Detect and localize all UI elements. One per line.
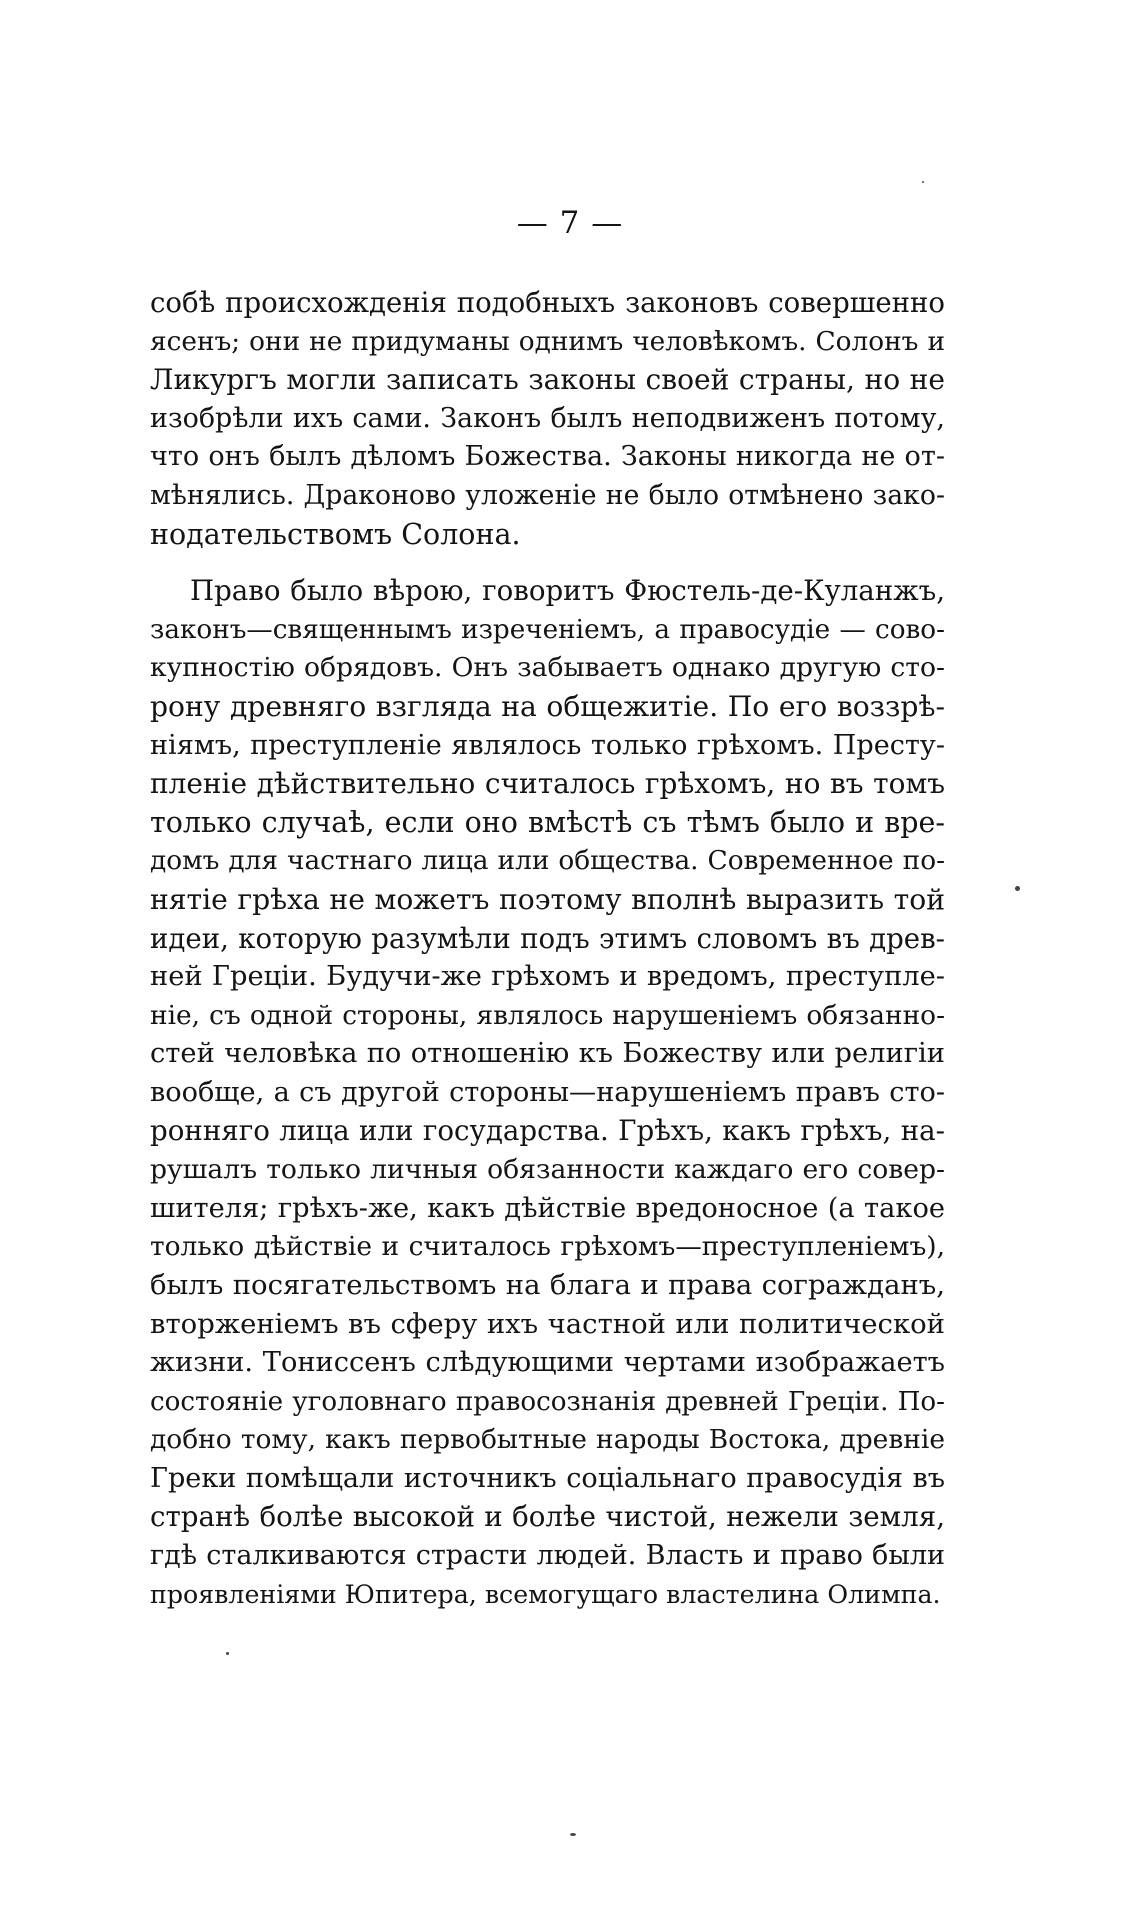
text-line: странѣ болѣе высокой и болѣе чистой, нежели земля, (150, 1500, 945, 1534)
text-line: шителя; грѣхъ-же, какъ дѣйствіе вредоносное (а такое (150, 1192, 945, 1224)
text-line: купностію обрядовъ. Онъ забываетъ однако другую сто- (150, 652, 945, 684)
text-line: законъ—священнымъ изреченіемъ, а правосудіе — сово- (150, 614, 945, 645)
text-line: нодательствомъ Солона. (150, 517, 521, 551)
text-line: былъ посягательствомъ на блага и права согражданъ, (150, 1269, 945, 1301)
text-line: гдѣ сталкиваются страсти людей. Власть и право были (150, 1540, 945, 1571)
text-line: пленіе дѣйствительно считалось грѣхомъ, но въ томъ (150, 767, 945, 801)
text-line: ніе, съ одной стороны, являлось нарушеніемъ обязанно- (150, 999, 945, 1031)
paragraph-1 (150, 284, 945, 554)
text-line: ронняго лица или государства. Грѣхъ, какъ грѣхъ, на- (150, 1114, 945, 1148)
text-line: Греки помѣщали источникъ соціальнаго правосудія въ (150, 1462, 945, 1494)
text-line: вторженіемъ въ сферу ихъ частной или политической (150, 1308, 945, 1341)
text-line: идеи, которую разумѣли подъ этимъ словомъ въ древ- (150, 921, 945, 955)
text-line: домъ для частнаго лица или общества. Современное по- (150, 846, 945, 877)
text-line: стей человѣка по отношенію къ Божеству или религіи (150, 1038, 945, 1070)
text-line: нятіе грѣха не можетъ поэтому вполнѣ выразить той (150, 882, 945, 916)
text-line: жизни. Тониссенъ слѣдующими чертами изображаетъ (150, 1347, 945, 1379)
scan-speck (226, 1652, 229, 1655)
text-line: проявленіями Юпитера, всемогущаго властелина Олимпа. (150, 1579, 941, 1609)
text-line: собѣ происхожденія подобныхъ законовъ совершенно (150, 286, 945, 319)
body-text (150, 284, 945, 1614)
text-line: вообще, а съ другой стороны—нарушеніемъ правъ сто- (150, 1076, 945, 1108)
text-line: Ликургъ могли записать законы своей страны, но не (150, 363, 945, 397)
text-line: мѣнялись. Драконово уложеніе не было отмѣнено зако- (150, 479, 945, 511)
text-line: ней Греціи. Будучи-же грѣхомъ и вредомъ, преступле- (150, 961, 945, 993)
text-line: ясенъ; они не придуманы однимъ человѣкомъ. Солонъ и (150, 326, 945, 357)
text-line: добно тому, какъ первобытные народы Востока, древніе (150, 1424, 945, 1456)
page-number: — 7 — (516, 205, 624, 241)
text-line: ніямъ, преступленіе являлось только грѣхомъ. Престу- (150, 729, 945, 761)
text-line: Право было вѣрою, говоритъ Фюстель-де-Куланжъ, (190, 574, 945, 608)
scan-speck (570, 1833, 576, 1836)
text-line: только случаѣ, если оно вмѣстѣ съ тѣмъ было и вре- (150, 805, 945, 839)
text-line: только дѣйствіе и считалось грѣхомъ—преступленіемъ), (150, 1231, 945, 1263)
paragraph-2 (150, 572, 945, 1614)
text-line: состояніе уголовнаго правосознанія древней Греціи. По- (150, 1386, 945, 1417)
scan-speck (922, 181, 924, 183)
text-line: изобрѣли ихъ сами. Законъ былъ неподвиженъ потому, (150, 402, 945, 434)
text-line: рону древняго взгляда на общежитіе. По его воззрѣ- (150, 689, 945, 723)
scan-speck (1015, 886, 1020, 891)
text-line: что онъ былъ дѣломъ Божества. Законы никогда не от- (150, 441, 945, 473)
text-line: рушалъ только личныя обязанности каждаго его совер- (150, 1154, 945, 1186)
